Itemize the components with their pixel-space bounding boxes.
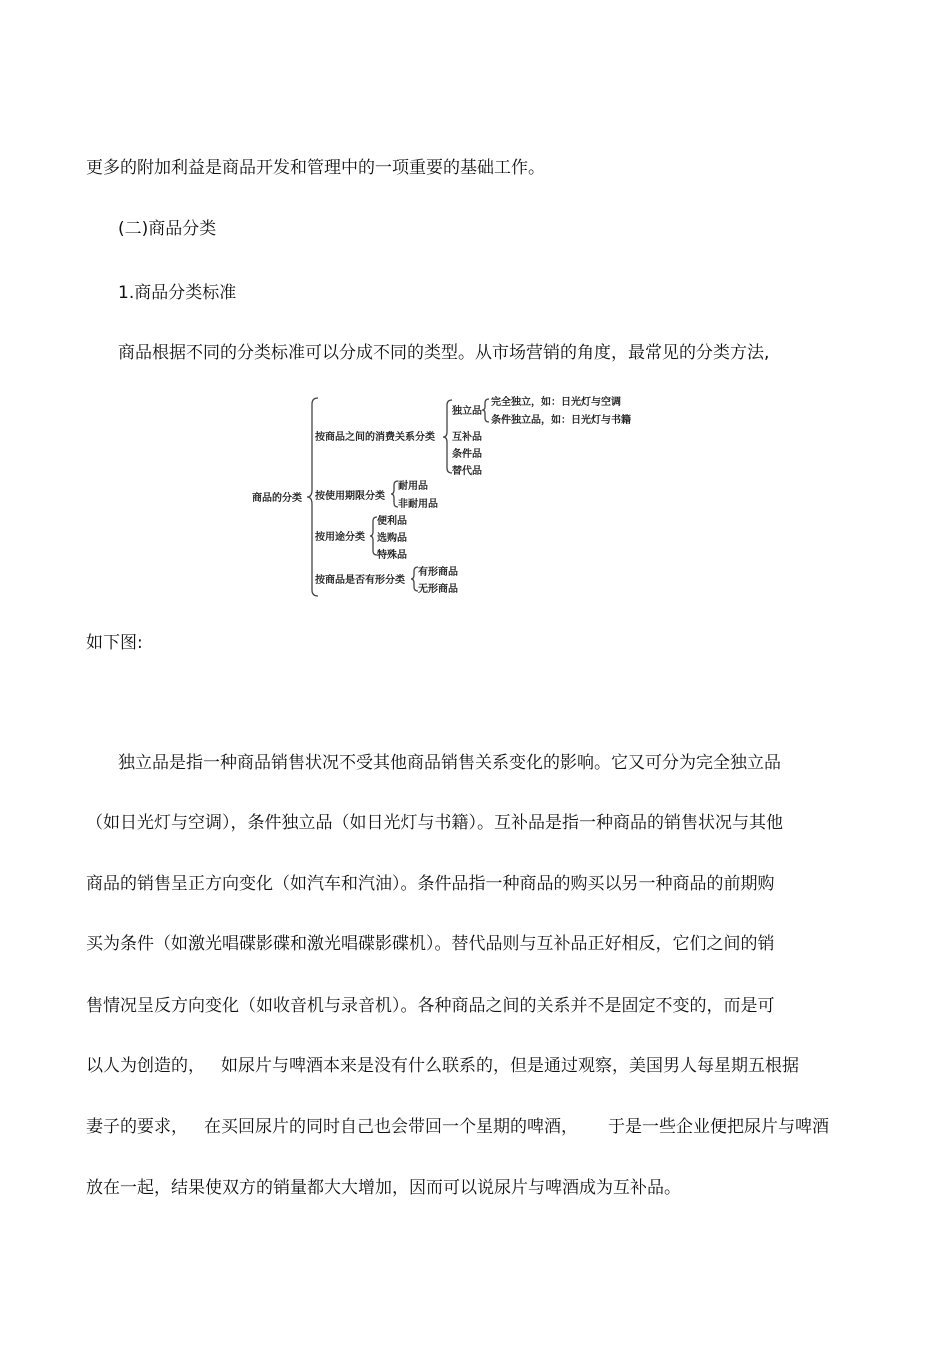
paragraph-intro: 商品根据不同的分类标准可以分成不同的类型。从市场营销的角度，最常见的分类方法, [118,343,770,363]
diagram-independent-conditional: 条件独立品，如：日光灯与书籍 [491,415,631,426]
body-line-5: 售情况呈反方向变化（如收音机与录音机）。各种商品之间的关系并不是固定不变的，而是可 [86,996,775,1016]
body-line-7 [86,1117,829,1137]
diagram-durable: 耐用品 [398,481,428,492]
diagram-complement: 互补品 [452,432,482,443]
subsection-heading: 1.商品分类标准 [118,283,237,303]
body-line-7-part-b: 在买回尿片的同时自己也会带回一个星期的啤酒， [204,1117,578,1137]
diagram-group4-label: 按商品是否有形分类 [315,575,405,586]
body-line-6-part-b: 如尿片与啤酒本来是没有什么联系的，但是通过观察，美国男人每星期五根据 [221,1056,799,1076]
body-line-2: （如日光灯与空调），条件独立品（如日光灯与书籍）。互补品是指一种商品的销售状况与其他 [86,813,783,833]
diagram-caption: 如下图: [86,633,143,653]
diagram-independent-full: 完全独立，如：日光灯与空调 [491,397,621,408]
body-line-6 [86,1056,799,1076]
diagram-substitute: 替代品 [452,466,482,477]
diagram-group2-label: 按使用期限分类 [315,491,385,502]
section-heading: (二)商品分类 [118,219,217,239]
body-line-6-part-a: 以人为创造的， [86,1056,205,1076]
body-line-3: 商品的销售呈正方向变化（如汽车和汽油）。条件品指一种商品的购买以另一种商品的前期购 [86,874,775,894]
diagram-group3-label: 按用途分类 [315,532,365,543]
body-line-4: 买为条件（如激光唱碟影碟和激光唱碟影碟机）。替代品则与互补品正好相反，它们之间的销 [86,934,775,954]
body-line-1: 独立品是指一种商品销售状况不受其他商品销售关系变化的影响。它又可分为完全独立品 [118,753,781,773]
diagram-shopping: 选购品 [377,533,407,544]
diagram-intangible: 无形商品 [418,584,458,595]
diagram-root: 商品的分类 [252,493,302,504]
diagram-group1-label: 按商品之间的消费关系分类 [315,432,435,443]
body-line-8: 放在一起，结果使双方的销量都大大增加，因而可以说尿片与啤酒成为互补品。 [86,1178,681,1198]
diagram-nondurable: 非耐用品 [398,499,438,510]
body-line-7-part-c: 于是一些企业便把尿片与啤酒 [608,1117,829,1137]
diagram-independent: 独立品 [452,406,482,417]
diagram-tangible: 有形商品 [418,567,458,578]
body-line-7-part-a: 妻子的要求， [86,1117,188,1137]
diagram-specialty: 特殊品 [377,550,407,561]
paragraph-continuation: 更多的附加利益是商品开发和管理中的一项重要的基础工作。 [86,158,545,178]
diagram-convenience: 便利品 [377,516,407,527]
diagram-conditional: 条件品 [452,449,482,460]
